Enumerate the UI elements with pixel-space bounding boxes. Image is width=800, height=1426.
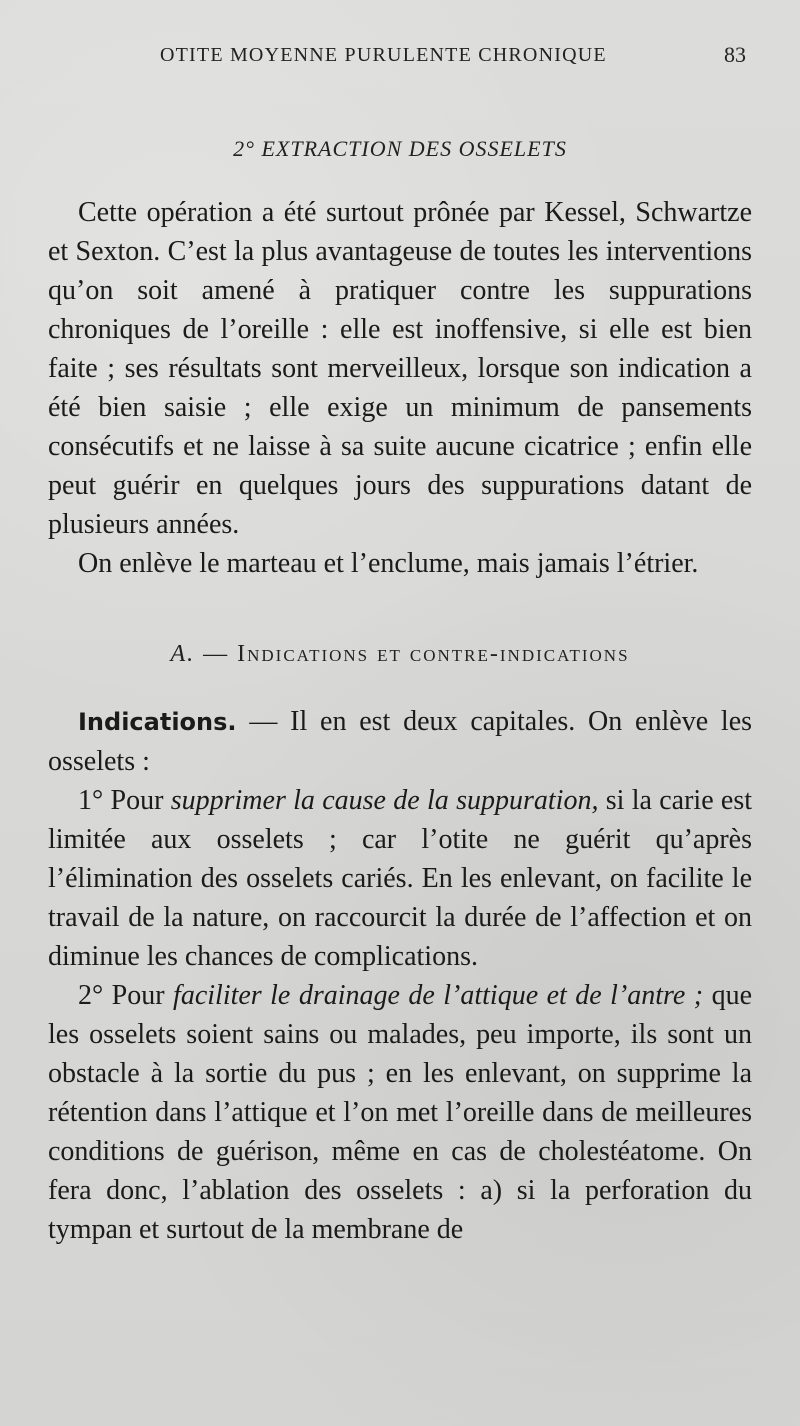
indication-item-2-number: 2° [78, 980, 104, 1011]
paragraph-intro: Cette opération a été surtout prônée par Kessel, Schwartze et Sexton. C’est la plus avantageuse de toutes les interventions qu’on soit amené à pratiquer contre les suppurations chroniques de l’oreille : elle est inoffensive, si elle est bien faite ; ses résultats sont merveilleux, lorsque son indication a été bien saisie ; elle exige un minimum de pansements consécutifs et ne laisse à sa suite aucune cicatrice ; enfin elle peut guérir en quelques jours des suppurations datant de plusieurs années. [48, 197, 752, 540]
indications-label: Indications. [78, 708, 237, 736]
indication-item-2 [48, 976, 752, 1249]
subsection-heading [48, 641, 752, 668]
indications-paragraph [48, 702, 752, 781]
page-header [0, 42, 800, 74]
indication-item-2-emphasis: faciliter le drainage de l’attique et de l’antre ; [173, 980, 704, 1011]
paragraph-removal: On enlève le marteau et l’enclume, mais jamais l’étrier. [78, 548, 699, 579]
indication-item-1-emphasis: supprimer la cause de la suppuration, [170, 785, 599, 816]
subsection-title: Indications et contre-indications [237, 641, 630, 667]
page-number: 83 [724, 42, 746, 67]
indications-dash: — [249, 706, 278, 737]
indication-item-1 [48, 781, 752, 976]
section-title: 2° EXTRACTION DES OSSELETS [233, 136, 567, 161]
subsection-dash: — [203, 641, 230, 667]
running-title: OTITE MOYENNE PURULENTE CHRONIQUE [160, 44, 607, 66]
subsection-letter: A. [170, 641, 196, 667]
indication-item-1-lead: Pour [110, 785, 164, 816]
indication-item-2-lead: Pour [111, 980, 165, 1011]
indications-text: Il en est deux capitales. On enlève les osselets : [48, 706, 753, 777]
page-content [48, 136, 752, 1249]
indication-item-1-number: 1° [78, 785, 104, 816]
indication-item-2-rest: que les osselets soient sains ou malades, peu importe, ils sont un obstacle à la sortie du pus ; en les enlevant, on supprime la rétention dans l’attique et l’on met l’oreille dans de meilleures conditions de guérison, même en cas de cholestéatome. On fera donc, l’ablation des osselets : a) si la perforation du tympan et surtout de la membrane de [48, 980, 753, 1245]
paragraph-gap [48, 583, 752, 641]
indication-item-1-rest: si la carie est limitée aux osselets ; car l’otite ne guérit qu’après l’élimination des osselets cariés. En les enlevant, on facilite le travail de la nature, on raccourcit la durée de l’affection et on diminue les chances de complications. [48, 785, 753, 972]
